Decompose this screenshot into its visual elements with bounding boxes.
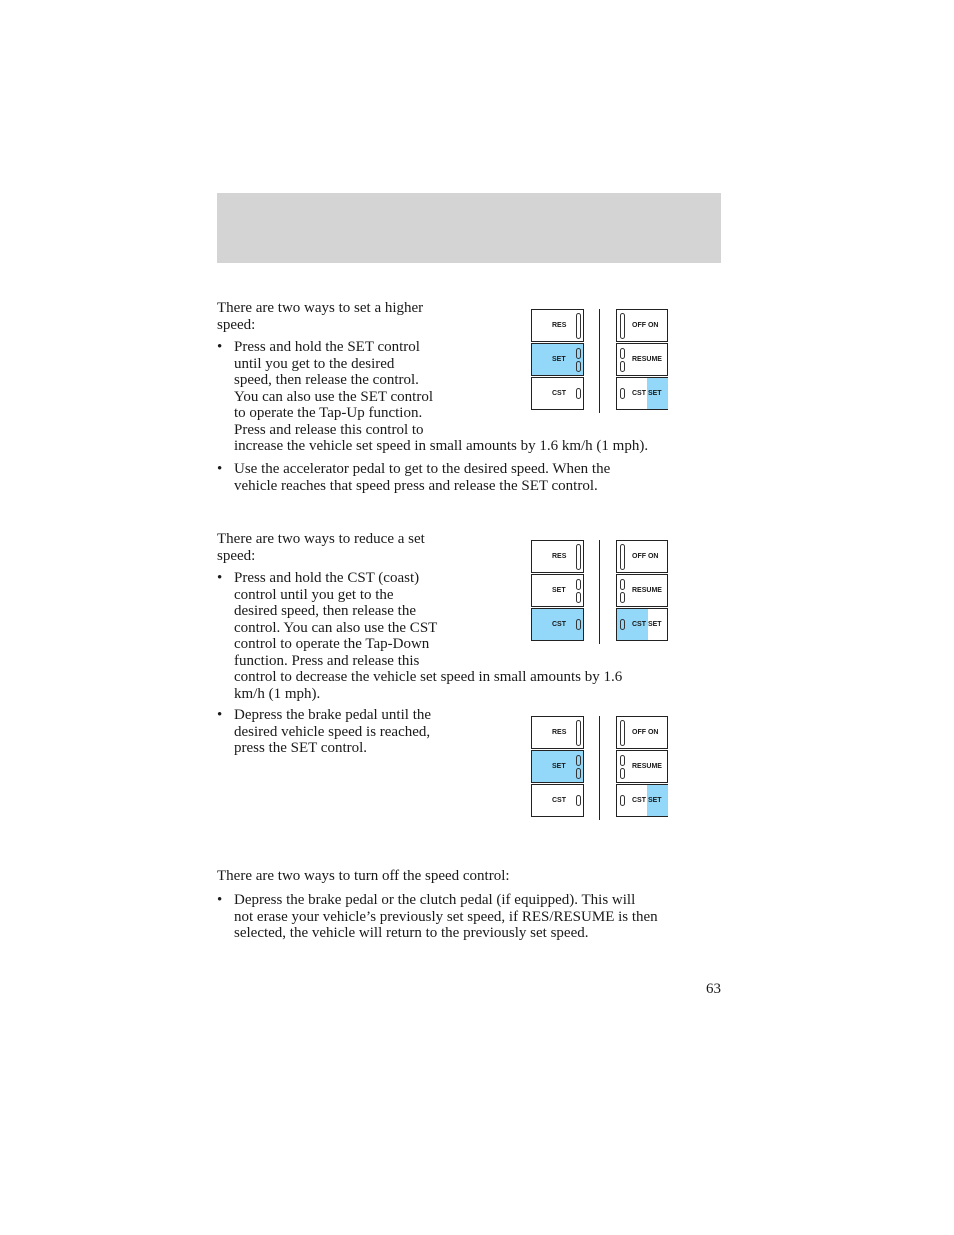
off-on-label: OFF ON — [632, 729, 659, 736]
cst-label: CST — [552, 390, 566, 397]
speed-control-diagram-set — [531, 309, 671, 415]
res-label: RES — [552, 553, 567, 560]
off-on-label: OFF ON — [632, 322, 659, 329]
text-line: control. You can also use the CST — [234, 619, 438, 636]
text-line: There are two ways to turn off the speed control: — [217, 868, 510, 884]
text-line: control to decrease the vehicle set speed in small amounts by 1.6 — [234, 669, 623, 685]
set-control — [531, 750, 584, 783]
cst-control — [531, 608, 584, 641]
set-control — [531, 574, 584, 607]
switch-oval-icon — [620, 544, 625, 570]
text-line: Use the accelerator pedal to get to the desired speed. When the — [234, 461, 611, 477]
switch-oval-icon — [576, 592, 581, 603]
bullet-dot: • — [217, 892, 223, 908]
text-line: Depress the brake pedal until the — [234, 707, 432, 723]
switch-oval-icon — [576, 720, 581, 746]
cst-set-control — [616, 377, 668, 410]
text-line: until you get to the desired — [234, 355, 395, 372]
text-line: vehicle reaches that speed press and release the SET control. — [234, 477, 598, 494]
diagram-divider — [599, 309, 600, 413]
resume-label: RESUME — [632, 356, 662, 363]
text-line: You can also use the SET control — [234, 388, 434, 405]
bullet-dot: • — [217, 570, 223, 586]
text-line: increase the vehicle set speed in small amounts by 1.6 km/h (1 mph). — [234, 438, 649, 454]
cst-control — [531, 784, 584, 817]
switch-oval-icon — [576, 313, 581, 339]
section-header-band — [217, 193, 721, 263]
switch-oval-icon — [576, 619, 581, 630]
speed-control-diagram-cst — [531, 540, 671, 646]
resume-label: RESUME — [632, 763, 662, 770]
switch-oval-icon — [620, 348, 625, 359]
text-line: Depress the brake pedal or the clutch pedal (if equipped). This will — [234, 892, 636, 908]
switch-oval-icon — [620, 768, 625, 779]
resume-control — [616, 750, 668, 783]
text-line: Press and release this control to — [234, 421, 424, 438]
turn-off-intro — [217, 868, 510, 885]
switch-oval-icon — [620, 720, 625, 746]
switch-oval-icon — [576, 361, 581, 372]
cst-control — [531, 377, 584, 410]
res-control — [531, 309, 584, 342]
text-line: control until you get to the — [234, 586, 394, 603]
switch-oval-icon — [620, 579, 625, 590]
switch-oval-icon — [620, 755, 625, 766]
set-label: SET — [552, 356, 566, 363]
off-on-control — [616, 309, 668, 342]
switch-oval-icon — [576, 544, 581, 570]
bullet-dot: • — [217, 707, 223, 723]
text-line: There are two ways to set a higher — [217, 300, 424, 316]
switch-oval-icon — [620, 619, 625, 630]
set-higher-speed-intro — [217, 300, 423, 333]
switch-oval-icon — [576, 755, 581, 766]
cst-set-label: CST SET — [632, 621, 662, 628]
res-label: RES — [552, 322, 567, 329]
cst-label: CST — [552, 621, 566, 628]
res-control — [531, 540, 584, 573]
page-number: 63 — [706, 981, 721, 997]
cst-label: CST — [552, 797, 566, 804]
text-line: speed: — [217, 547, 256, 564]
switch-oval-icon — [576, 388, 581, 399]
switch-oval-icon — [620, 361, 625, 372]
cst-set-control — [616, 608, 668, 641]
res-control — [531, 716, 584, 749]
diagram-divider — [599, 540, 600, 644]
switch-oval-icon — [620, 795, 625, 806]
set-control — [531, 343, 584, 376]
switch-oval-icon — [620, 313, 625, 339]
off-on-control — [616, 716, 668, 749]
res-label: RES — [552, 729, 567, 736]
text-line: selected, the vehicle will return to the previously set speed. — [234, 925, 589, 941]
text-line: desired speed, then release the — [234, 603, 416, 619]
text-line: Press and hold the CST (coast) — [234, 570, 420, 586]
resume-control — [616, 574, 668, 607]
bullet-dot: • — [217, 339, 223, 355]
off-on-control — [616, 540, 668, 573]
text-line: Press and hold the SET control — [234, 339, 420, 355]
switch-oval-icon — [576, 348, 581, 359]
off-on-label: OFF ON — [632, 553, 659, 560]
set-label: SET — [552, 587, 566, 594]
switch-oval-icon — [620, 388, 625, 399]
text-line: control to operate the Tap-Down — [234, 636, 430, 652]
bullet-dot: • — [217, 461, 223, 477]
switch-oval-icon — [576, 579, 581, 590]
cst-set-label: CST SET — [632, 797, 662, 804]
text-line: speed: — [217, 316, 256, 333]
reduce-speed-intro — [217, 531, 425, 564]
speed-control-diagram-brake-set — [531, 716, 671, 822]
switch-oval-icon — [620, 592, 625, 603]
set-label: SET — [552, 763, 566, 770]
cst-set-label: CST SET — [632, 390, 662, 397]
resume-control — [616, 343, 668, 376]
switch-oval-icon — [576, 768, 581, 779]
switch-oval-icon — [576, 795, 581, 806]
cst-set-control — [616, 784, 668, 817]
text-line: speed, then release the control. — [234, 372, 419, 388]
text-line: There are two ways to reduce a set — [217, 531, 425, 547]
text-line: to operate the Tap-Up function. — [234, 405, 423, 421]
text-line: km/h (1 mph). — [234, 685, 321, 702]
resume-label: RESUME — [632, 587, 662, 594]
diagram-divider — [599, 716, 600, 820]
text-line: not erase your vehicle’s previously set speed, if RES/RESUME is then — [234, 908, 658, 925]
text-line: desired vehicle speed is reached, — [234, 723, 431, 740]
text-line: press the SET control. — [234, 740, 368, 756]
text-line: function. Press and release this — [234, 652, 420, 669]
